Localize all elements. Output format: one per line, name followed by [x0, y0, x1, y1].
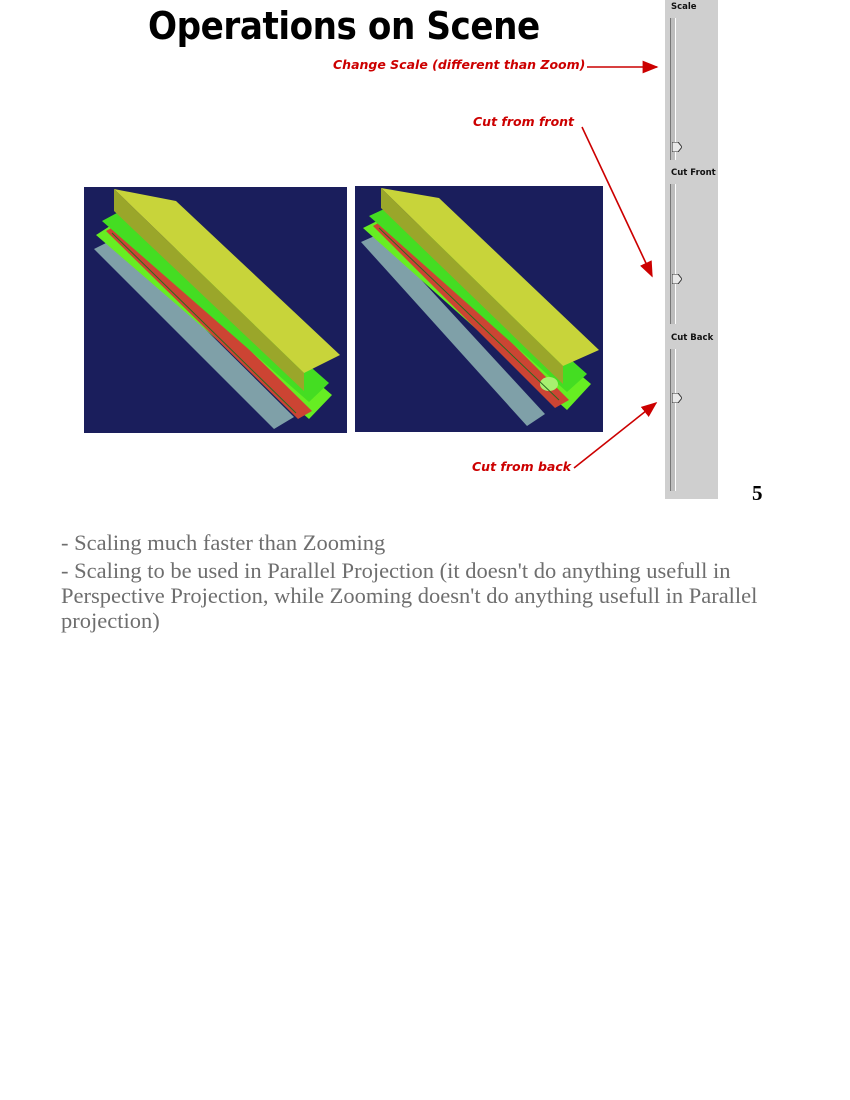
cut-front-slider-thumb[interactable] — [672, 274, 682, 284]
scale-slider-label: Scale — [671, 2, 697, 12]
scale-slider-thumb[interactable] — [672, 142, 682, 152]
annotation-cut-from-front: Cut from front — [473, 114, 575, 129]
cut-back-slider-label: Cut Back — [671, 333, 714, 343]
bullet-list — [61, 530, 781, 636]
page-title: Operations on Scene — [148, 4, 540, 48]
bullet-item: - Scaling to be used in Parallel Projection (it doesn't do anything usefull in Perspective Projection, while Zooming doesn't do anything usefull in Parallel projection) — [61, 558, 758, 633]
annotation-change-scale: Change Scale (different than Zoom) — [333, 57, 586, 72]
cut-back-slider-track[interactable] — [670, 349, 676, 491]
cut-front-slider-label: Cut Front — [671, 168, 716, 178]
cut-back-slider-thumb[interactable] — [672, 393, 682, 403]
slider-panel — [665, 0, 718, 499]
scale-slider-track[interactable] — [670, 18, 676, 160]
render-after-cut — [355, 186, 603, 432]
page-number: 5 — [752, 481, 763, 505]
annotation-cut-from-back: Cut from back — [472, 459, 572, 474]
cut-front-slider-track[interactable] — [670, 184, 676, 324]
render-before-cut — [84, 187, 347, 433]
bullet-item: - Scaling much faster than Zooming — [61, 530, 386, 555]
